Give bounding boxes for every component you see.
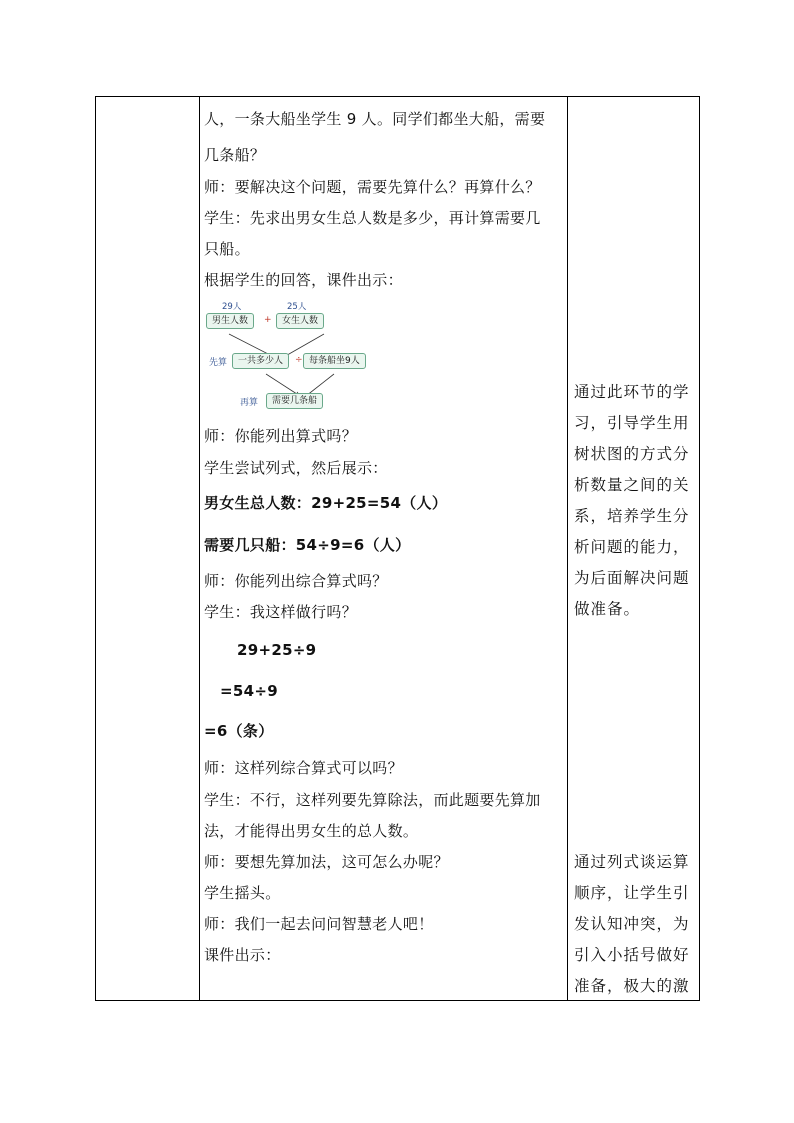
text-line: 学生摇头。 — [204, 884, 281, 902]
text-line: 法，才能得出男女生的总人数。 — [204, 822, 419, 840]
note-line: 做准备。 — [574, 600, 641, 618]
total-box: 一共多少人 — [232, 353, 289, 369]
text-line: 几条船？ — [204, 146, 266, 164]
note-line: 习，引导学生用 — [574, 414, 690, 432]
note-line: 析数量之间的关 — [574, 476, 690, 494]
note-line: 准备，极大的激 — [574, 977, 690, 995]
text-line: 根据学生的回答，课件出示： — [204, 271, 403, 289]
note-line: 通过列式谈运算 — [574, 853, 690, 871]
equation-line: 需要几只船：54÷9=6（人） — [204, 536, 411, 554]
note-line: 通过此环节的学 — [574, 383, 690, 401]
note-line: 系，培养学生分 — [574, 507, 690, 525]
note-line: 树状图的方式分 — [574, 445, 690, 463]
text-line: 师：你能列出综合算式吗？ — [204, 572, 388, 590]
text-line: 学生：不行，这样列要先算除法，而此题要先算加 — [204, 791, 541, 809]
plus-sign: + — [264, 315, 272, 325]
text-line: 师：要解决这个问题，需要先算什么？再算什么？ — [204, 178, 541, 196]
equation-line: =54÷9 — [220, 682, 278, 700]
girls-count: 25人 — [287, 302, 307, 312]
text-line: 师：我们一起去问问智慧老人吧！ — [204, 915, 434, 933]
note-line: 析问题的能力， — [574, 538, 690, 556]
note-line: 为后面解决问题 — [574, 569, 690, 587]
text-line: 人，一条大船坐学生 9 人。同学们都坐大船，需要 — [204, 110, 546, 128]
note-line: 引入小括号做好 — [574, 946, 690, 964]
text-line: 学生尝试列式，然后展示： — [204, 459, 388, 477]
text-line: 课件出示： — [204, 946, 281, 964]
tree-diagram — [204, 301, 379, 413]
boys-count: 29人 — [222, 302, 242, 312]
per-boat-box: 每条船坐9人 — [303, 353, 366, 369]
text-line: 师：要想先算加法，这可怎么办呢？ — [204, 853, 449, 871]
first-step-tag: 先算 — [209, 358, 228, 368]
column-divider-right — [567, 97, 568, 1000]
divide-sign: ÷ — [295, 355, 303, 365]
design-note-2 — [574, 847, 696, 1002]
boys-box: 男生人数 — [206, 313, 254, 329]
result-box: 需要几条船 — [266, 393, 323, 409]
second-step-tag: 再算 — [240, 398, 259, 408]
note-line: 发认知冲突，为 — [574, 915, 690, 933]
equation-line: 29+25÷9 — [237, 641, 317, 659]
text-line: 学生：我这样做行吗？ — [204, 603, 358, 621]
text-line: 师：你能列出算式吗？ — [204, 427, 358, 445]
note-line: 顺序，让学生引 — [574, 884, 690, 902]
column-divider-left — [199, 97, 200, 1000]
text-line: 学生：先求出男女生总人数是多少，再计算需要几 — [204, 209, 541, 227]
text-line: 师：这样列综合算式可以吗？ — [204, 759, 403, 777]
design-note-1 — [574, 377, 696, 625]
equation-line: =6（条） — [204, 722, 274, 740]
girls-box: 女生人数 — [276, 313, 324, 329]
text-line: 只船。 — [204, 240, 250, 258]
equation-line: 男女生总人数：29+25=54（人） — [204, 494, 448, 512]
lesson-table — [95, 96, 700, 1001]
